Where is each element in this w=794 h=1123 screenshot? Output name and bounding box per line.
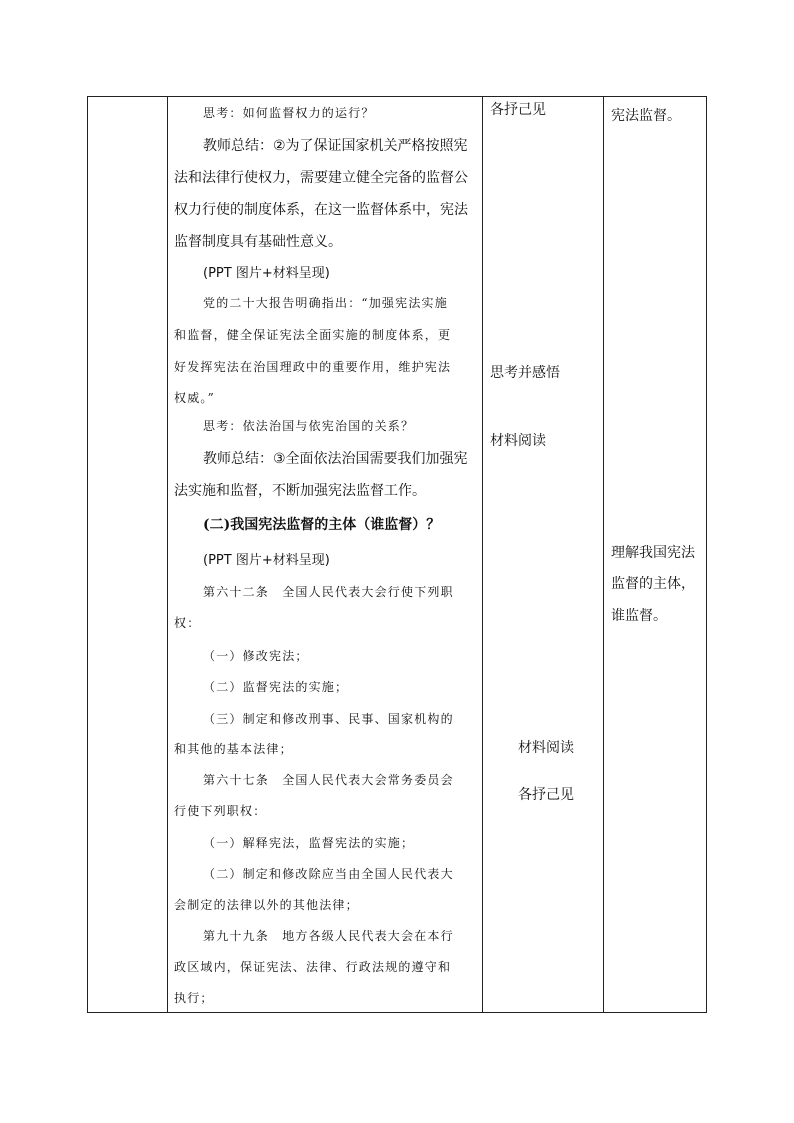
report-quote-line-3: 好发挥宪法在治国理政中的重要作用，维护宪法: [174, 360, 452, 374]
article-62-line-1: 第六十二条 全国人民代表大会行使下列职: [203, 585, 454, 599]
think-question-1: 思考：如何监督权力的运行？: [203, 106, 375, 120]
article-67-line-1: 第六十七条 全国人民代表大会常务委员会: [203, 773, 454, 787]
report-quote-line-4: 权威。”: [174, 391, 215, 405]
teacher-summary-2-line-2: 法和法律行使权力，需要建立健全完备的监督公: [174, 170, 468, 186]
intent-item: 理解我国宪法: [611, 545, 695, 561]
ppt-note-2: (PPT 图片+材料呈现): [203, 553, 330, 568]
column-divider-2: [482, 96, 483, 1013]
article-62-item-1: （一）修改宪法；: [203, 649, 309, 663]
column-divider-1: [167, 96, 168, 1013]
article-99-line-2: 政区域内，保证宪法、法律、行政法规的遵守和: [174, 960, 452, 974]
section-heading: (二)我国宪法监督的主体（谁监督）？: [203, 517, 441, 533]
teacher-summary-2-line-4: 监督制度具有基础性意义。: [174, 234, 342, 250]
intent-item: 谁监督。: [611, 608, 667, 624]
article-62-line-2: 权：: [174, 616, 201, 630]
think-question-2: 思考：依法治国与依宪治国的关系？: [203, 419, 415, 433]
activity-item: 材料阅读: [490, 433, 546, 449]
ppt-note-1: (PPT 图片+材料呈现): [203, 266, 330, 281]
activity-item: 材料阅读: [518, 740, 574, 756]
article-67-line-2: 行使下列职权：: [174, 804, 267, 818]
article-67-item-2-line-2: 会制定的法律以外的其他法律；: [174, 898, 359, 912]
article-99-line-3: 执行；: [174, 991, 214, 1005]
article-99-line-1: 第九十九条 地方各级人民代表大会在本行: [203, 929, 454, 943]
article-62-item-3-line-2: 和其他的基本法律；: [174, 742, 293, 756]
report-quote-line-1: 党的二十大报告明确指出：“加强宪法实施: [203, 296, 448, 310]
activity-item: 各抒己见: [518, 787, 574, 803]
activity-item: 各抒己见: [490, 102, 546, 118]
intent-item: 监督的主体，: [611, 576, 695, 592]
teacher-summary-3-line-1: 教师总结：③全面依法治国需要我们加强宪: [203, 451, 468, 467]
teacher-summary-2-line-1: 教师总结：②为了保证国家机关严格按照宪: [203, 138, 468, 154]
report-quote-line-2: 和监督，健全保证宪法全面实施的制度体系，更: [174, 328, 452, 342]
article-67-item-2-line-1: （二）制定和修改除应当由全国人民代表大: [203, 867, 454, 881]
article-62-item-3-line-1: （三）制定和修改刑事、民事、国家机构的: [203, 712, 454, 726]
column-divider-3: [603, 96, 604, 1013]
intent-item: 宪法监督。: [611, 108, 681, 124]
teacher-summary-3-line-2: 法实施和监督，不断加强宪法监督工作。: [174, 483, 426, 499]
activity-item: 思考并感悟: [490, 365, 560, 381]
teacher-summary-2-line-3: 权力行使的制度体系，在这一监督体系中，宪法: [174, 202, 468, 218]
article-62-item-2: （二）监督宪法的实施；: [203, 680, 349, 694]
article-67-item-1: （一）解释宪法，监督宪法的实施；: [203, 836, 415, 850]
